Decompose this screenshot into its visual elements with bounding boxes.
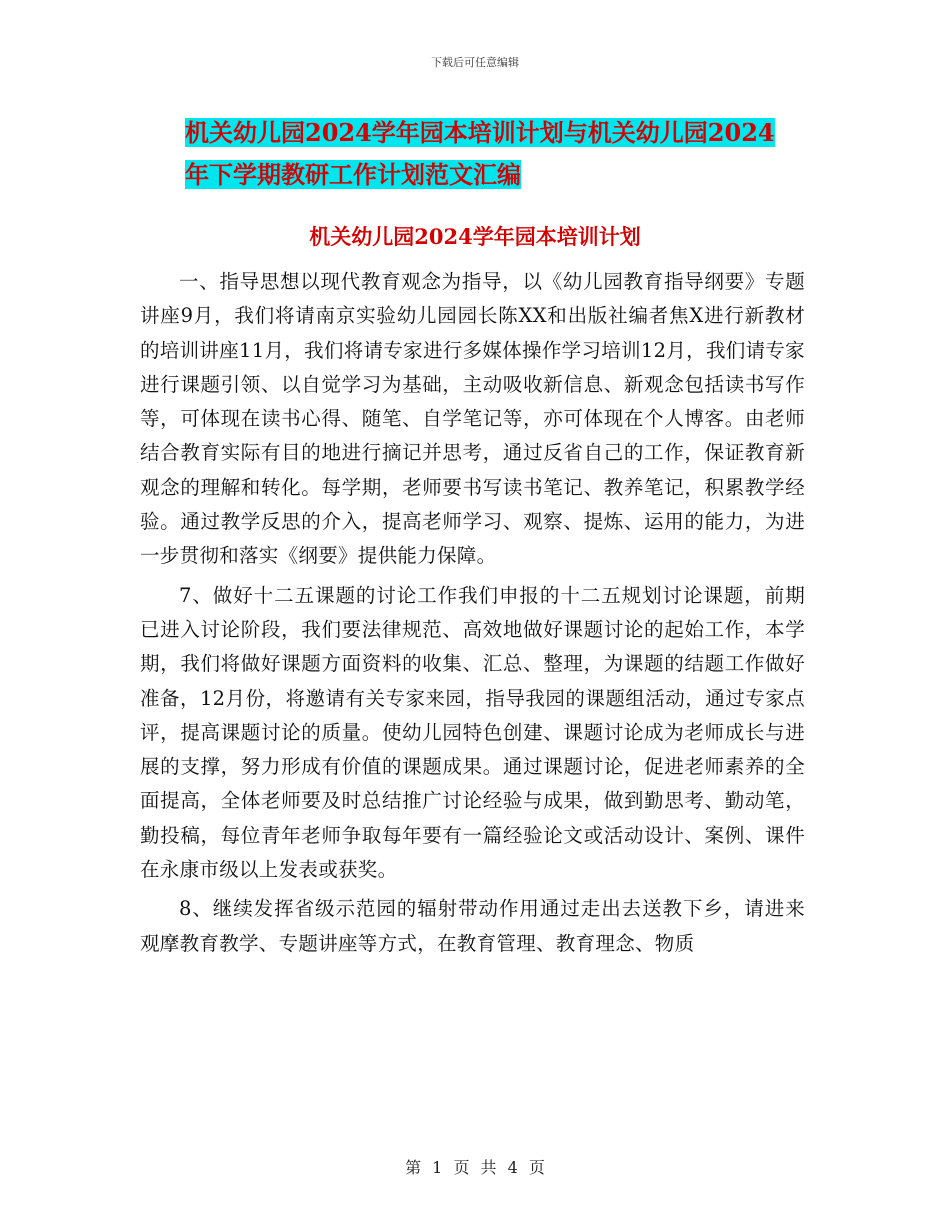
paragraph-research-project: 7、做好十二五课题的讨论工作我们申报的十二五规划讨论课题，前期已进入讨论阶段，我们要法律规范、高效地做好课题讨论的起始工作，本学期，我们将做好课题方面资料的收集、汇总、整理，为课题的结题工作做好准备，12月份，将邀请有关专家来园，指导我园的课题组活动，通过专家点评，提高课题讨论的质量。使幼儿园特色创建、课题讨论成为老师成长与进展的支撑，努力形成有价值的课题成果。通过课题讨论，促进老师素养的全面提高，全体老师要及时总结推广讨论经验与成果，做到勤思考、勤动笔，勤投稿，每位青年老师争取每年要有一篇经验论文或活动设计、案例、课件在永康市级以上发表或获奖。	[140, 583, 805, 882]
paragraph-demonstration-role: 8、继续发挥省级示范园的辐射带动作用通过走出去送教下乡，请进来观摩教育教学、专题讲座等方式，在教育管理、教育理念、物质	[140, 897, 805, 955]
document-title-line-2: 年下学期教研工作计划范文汇编	[185, 160, 521, 189]
section-title: 机关幼儿园2024学年园本培训计划	[309, 224, 641, 249]
document-title-line-1: 机关幼儿园2024学年园本培训计划与机关幼儿园2024	[185, 118, 775, 147]
header-note: 下载后可任意编辑	[431, 56, 519, 69]
document-body	[140, 265, 805, 966]
page-number: 第 1 页 共 4 页	[405, 1158, 545, 1177]
document-title	[185, 112, 815, 196]
paragraph-guiding-ideology: 一、指导思想以现代教育观念为指导，以《幼儿园教育指导纲要》专题讲座9月，我们将请南京实验幼儿园园长陈XX和出版社编者焦X进行新教材的培训讲座11月，我们将请专家进行多媒体操作学习培训12月，我们请专家进行课题引领、以自觉学习为基础，主动吸收新信息、新观念包括读书写作等，可体现在读书心得、随笔、自学笔记等，亦可体现在个人博客。由老师结合教育实际有目的地进行摘记并思考，通过反省自己的工作，保证教育新观念的理解和转化。每学期，老师要书写读书笔记、教养笔记，积累教学经验。通过教学反思的介入，提高老师学习、观察、提炼、运用的能力，为进一步贯彻和落实《纲要》提供能力保障。	[140, 270, 805, 568]
